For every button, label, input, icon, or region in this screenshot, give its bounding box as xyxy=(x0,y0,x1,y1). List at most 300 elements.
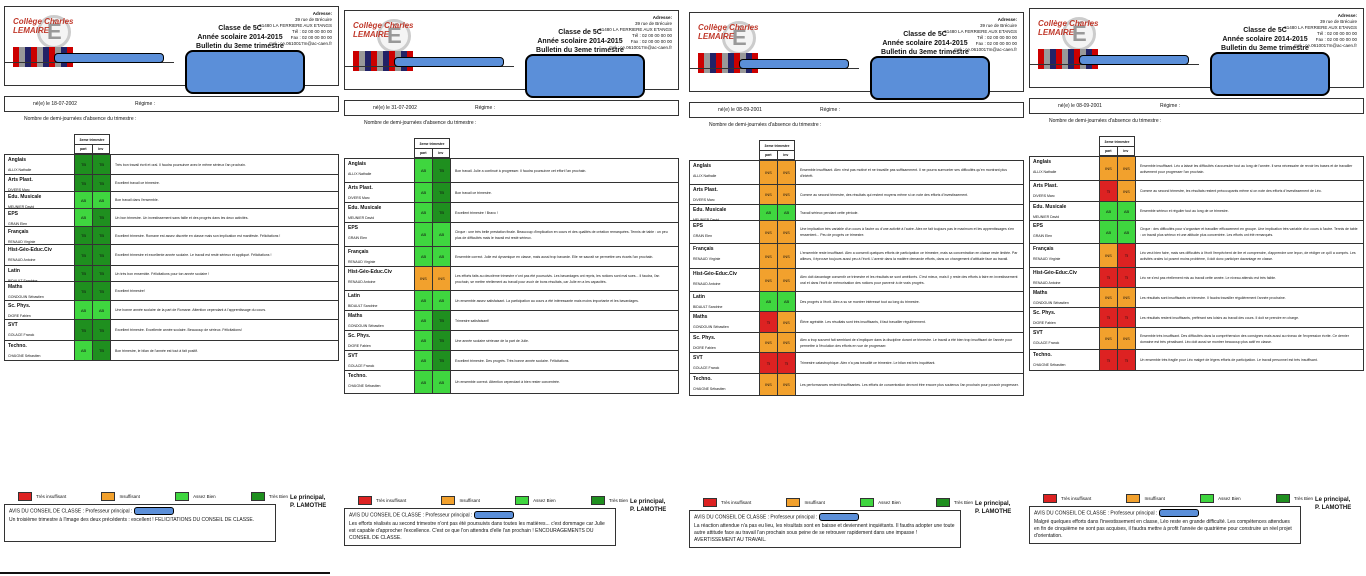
subject-name: Hist-Géo-Educ.Civ xyxy=(8,247,52,253)
subject-cell xyxy=(1030,350,1100,370)
subject-cell xyxy=(5,245,75,265)
council-header xyxy=(1034,509,1296,517)
investment-grade: INS xyxy=(778,374,796,395)
table-row xyxy=(690,353,1023,374)
teacher-name: MEUNIER David xyxy=(1033,215,1060,219)
table-row xyxy=(690,221,1023,244)
subject-name: Français xyxy=(693,246,714,252)
participation-grade: TB xyxy=(75,155,93,174)
redacted-teacher xyxy=(134,507,174,515)
regime-label: Régime : xyxy=(820,107,841,113)
legend xyxy=(1043,494,1313,503)
teacher-comment: L'ensemble reste insuffisant. Alex a consenti quelques efforts de participation ce trimestre, mais sa concentration en classe reste limitée. Par ailleurs, il éprouve toujours aussi peu à l'écrit. L'avenir dans la matière demande efforts, dans un changement d'attitude face au travail. xyxy=(800,251,1018,261)
subject-name: Techno. xyxy=(348,373,367,379)
teacher-name: ALLIX Nathalie xyxy=(1033,170,1057,174)
student-name-bar xyxy=(689,68,859,92)
subject-cell xyxy=(345,159,415,182)
legend-swatch xyxy=(358,496,372,505)
investment-grade: INS xyxy=(1118,288,1136,307)
regime-label: Régime : xyxy=(1160,103,1181,109)
investment-grade: AB xyxy=(93,192,111,208)
participation-grade: INS xyxy=(1100,157,1118,180)
table-row xyxy=(345,183,678,203)
teacher-comment: Léo veut bien faire, mais ses difficultés à l'écrit l'empêchent de lire et comprendre, d'apprendre une leçon, de rédiger ce qu'il a compris. Les activités orales lui posent moins problème, il doit donc participer davantage en classe. xyxy=(1140,250,1356,261)
teacher-name: MEUNIER David xyxy=(348,216,375,220)
council-label: AVIS DU CONSEIL DE CLASSE : xyxy=(1034,510,1110,517)
principal-signature xyxy=(975,500,1011,516)
subject-name: EPS xyxy=(693,223,704,229)
investment-grade: TB xyxy=(93,282,111,300)
absence-label: Nombre de demi-journées d'absence du trimestre : xyxy=(709,122,822,128)
legend-item xyxy=(251,492,288,501)
absence-label: Nombre de demi-journées d'absence du trimestre : xyxy=(1049,118,1162,124)
report-page xyxy=(685,6,1025,576)
subject-name: Anglais xyxy=(1033,159,1052,165)
subject-cell xyxy=(345,311,415,330)
report-page xyxy=(340,4,680,576)
legend-item xyxy=(786,498,824,507)
redacted-teacher xyxy=(474,511,514,519)
participation-grade: AB xyxy=(75,341,93,360)
teacher-comment: Les efforts faits au deuxième trimestre n'ont pas été poursuivis. Les bavardages ont repris, les notions sont mal sues... Il faudra, l'an prochain, se mettre réellement au travail pour avoir de bons résultats, car Julie en a les capacités. xyxy=(455,273,660,284)
title-line: Année scolaire 2014-2015 xyxy=(537,38,623,45)
legend-swatch xyxy=(515,496,529,505)
table-row xyxy=(1030,221,1363,244)
investment-grade: TB xyxy=(433,311,451,330)
principal-signature xyxy=(290,494,326,510)
table-row xyxy=(690,333,1023,353)
subject-name: Maths xyxy=(348,313,363,319)
legend-label: Insuffisant xyxy=(119,494,140,499)
teacher-name: GONDOUIN Sébastien xyxy=(693,325,729,329)
sign-line: P. LAMOTHE xyxy=(630,507,667,513)
table-row xyxy=(690,374,1023,395)
participation-grade: TB xyxy=(75,282,93,300)
investment-grade: INS xyxy=(778,244,796,268)
table-row xyxy=(690,292,1023,312)
teacher-comment: Excellent trimestre ! Bravo ! xyxy=(455,210,498,215)
teacher-name: DIVERS Marc xyxy=(8,188,30,192)
subject-cell xyxy=(5,282,75,300)
school-logo-text: Collège Charles LEMAIRE xyxy=(13,17,74,35)
sign-line: P. LAMOTHE xyxy=(1315,505,1352,511)
teacher-comment: Un ensemble très fragile pour Léo malgré de légers efforts de participation. Le travail personnel est très insuffisant. xyxy=(1140,358,1318,362)
subject-name: Techno. xyxy=(1033,352,1052,358)
table-row xyxy=(345,311,678,331)
table-row xyxy=(345,267,678,291)
participation-grade: TI xyxy=(1100,181,1118,201)
subject-name: Arts Plast. xyxy=(693,187,718,193)
table-row xyxy=(5,282,338,301)
principal-signature xyxy=(630,498,666,514)
col-part: part xyxy=(75,145,93,154)
subject-name: Edu. Musicale xyxy=(693,207,727,213)
subject-cell xyxy=(690,244,760,268)
investment-grade: TB xyxy=(433,183,451,202)
teacher-name: RENAUD Virginie xyxy=(8,240,36,244)
investment-grade: INS xyxy=(778,312,796,332)
participation-grade: AB xyxy=(760,292,778,311)
teacher-name: MEUNIER David xyxy=(8,205,35,209)
col-inv: inv xyxy=(438,151,444,155)
investment-grade: INS xyxy=(433,267,451,290)
legend-item xyxy=(175,492,216,501)
legend-swatch xyxy=(175,492,189,501)
teacher-comment: Un très bon ensemble. Félicitations pour ton année scolaire ! xyxy=(115,271,210,276)
participation-grade: TI xyxy=(1100,268,1118,287)
subject-cell xyxy=(1030,181,1100,201)
teacher-comment: Excellent trimestre. Excellente année scolaire. Beaucoup de sérieux. Félicitations! xyxy=(115,328,242,332)
title-line: Bulletin du 3eme trimestre xyxy=(536,47,624,54)
teacher-name: DIORE Fabien xyxy=(8,314,31,318)
teacher-comment: Ensemble très insuffisant. Des difficultés dans la compréhension des consignes mais aussi au niveau de l'expression écrite. Ce dernier domaine est très pénalisant. Léo doit aussi se montrer beaucoup plus actif en classe. xyxy=(1140,333,1349,344)
subject-name: Latin xyxy=(8,268,20,274)
subheader xyxy=(1100,147,1134,156)
teacher-name: GOLACE Franck xyxy=(1033,341,1060,345)
investment-grade: INS xyxy=(778,221,796,243)
participation-grade: INS xyxy=(760,333,778,352)
subject-cell xyxy=(345,331,415,350)
subject-cell xyxy=(690,269,760,291)
subject-cell xyxy=(345,183,415,202)
teacher-name: CHAIGNE Sébastien xyxy=(8,354,41,358)
subject-name: Sc. Phys. xyxy=(1033,310,1056,316)
subject-name: Français xyxy=(1033,246,1054,252)
report-page xyxy=(1025,2,1361,576)
council-opinion xyxy=(344,508,616,546)
school-logo: É Collège Charles LEMAIRE xyxy=(1036,15,1100,71)
table-row xyxy=(690,312,1023,333)
subject-cell xyxy=(5,341,75,360)
subject-cell xyxy=(1030,244,1100,267)
subject-name: EPS xyxy=(348,225,359,231)
table-row xyxy=(345,331,678,351)
birth-date: né(e) le 08-09-2001 xyxy=(718,107,762,113)
address-line: mel : ce.0610017m@ac-caen.fr xyxy=(269,41,332,46)
participation-grade: INS xyxy=(1100,244,1118,267)
teacher-comment: Un bon trimestre. Un investissement sans faille et des progrès dans les deux activités. xyxy=(115,215,249,220)
table-row xyxy=(345,247,678,267)
subject-name: Sc. Phys. xyxy=(8,303,31,309)
legend-label: Insuffisant xyxy=(459,498,480,503)
legend-swatch xyxy=(591,496,605,505)
teacher-comment: Comme au second trimestre, les résultats restent préoccupants même si on note des efforts d'investissement de Léo. xyxy=(1140,189,1322,193)
legend-swatch xyxy=(441,496,455,505)
subject-cell xyxy=(1030,268,1100,287)
subject-cell xyxy=(690,292,760,311)
participation-grade: AB xyxy=(1100,202,1118,220)
investment-grade: AB xyxy=(433,291,451,310)
legend-label: Très Bien xyxy=(953,500,973,505)
teacher-comment: Bon travail dans l'ensemble. xyxy=(115,198,159,202)
teacher-comment: Les résultats restent insuffisants, préférant ses loisirs au travail des cours. Il doit se prendre en charge. xyxy=(1140,315,1300,320)
investment-grade: INS xyxy=(1118,181,1136,201)
council-text: Malgré quelques efforts dans l'investissement en classe, Léo reste en grande difficulté. Les compétences attendues en fin de cinquième ne sont pas acquises, il faudra mettre à profit l'année de quatrième pour construire un réel projet d'orientation. xyxy=(1034,519,1292,540)
address-line: Fax : 02 00 00 00 00 xyxy=(630,39,672,44)
table-row xyxy=(5,341,338,360)
participation-grade: INS xyxy=(760,221,778,243)
council-text: Les efforts réalisés au second trimestre n'ont pas été poursuivis dans toutes les matières... c'est dommage car Julie est capable d'approcher l'excellence. C'est ce que l'on attendra d'elle l'an prochain ! ENCOURAGEMENTS DU CONSEIL DE CLASSE. xyxy=(349,521,605,542)
legend-label: Très insuffisant xyxy=(376,498,407,503)
teacher-comment: Ensemble sérieux et régulier tout au long de ce trimestre. xyxy=(1140,209,1229,213)
regime-label: Régime : xyxy=(475,105,496,111)
teacher-comment: Bon travail. Julie a continué à progresser. Il faudra poursuivre cet effort l'an prochain. xyxy=(455,168,587,173)
subheader xyxy=(415,149,449,158)
school-logo: É Collège Charles LEMAIRE xyxy=(351,17,415,73)
participation-grade: TB xyxy=(75,245,93,265)
investment-grade: AB xyxy=(1118,202,1136,220)
title-line: Bulletin du 3eme trimestre xyxy=(881,49,969,56)
header-group: 3eme trimestre xyxy=(760,141,794,151)
investment-grade: TB xyxy=(93,209,111,226)
investment-grade: TB xyxy=(433,203,451,222)
legend-swatch xyxy=(1276,494,1290,503)
investment-grade: TB xyxy=(433,351,451,370)
table-row xyxy=(345,371,678,393)
redacted-name xyxy=(1079,55,1189,65)
school-logo-text: Collège Charles LEMAIRE xyxy=(698,23,759,41)
title-line: Classe de 5C xyxy=(558,29,602,36)
teacher-name: GOLACE Franck xyxy=(693,366,720,370)
legend-label: Assez Bien xyxy=(533,498,556,503)
absence-label: Nombre de demi-journées d'absence du trimestre : xyxy=(24,116,137,122)
teacher-name: RENAUD Antoine xyxy=(8,258,36,262)
redacted-teacher xyxy=(1159,509,1199,517)
teacher-name: RENAUD Antoine xyxy=(693,282,721,286)
subject-name: Anglais xyxy=(8,157,27,163)
legend-swatch xyxy=(1200,494,1214,503)
table-row xyxy=(5,227,338,245)
column-header xyxy=(759,140,795,160)
participation-grade: INS xyxy=(415,267,433,290)
teacher-comment: Excellent travail ce trimestre. xyxy=(115,181,160,185)
teacher-comment: Bon travail ce trimestre. xyxy=(455,190,492,195)
teacher-comment: Une bonne année scolaire de la part de Romane. Attention cependant à l'apprentissage du cours. xyxy=(115,308,267,312)
address-line: 61480 LA FERRIERE AUX ETANGS xyxy=(944,29,1017,34)
teacher-name: RENAUD Antoine xyxy=(348,280,376,284)
address-line: mel : ce.0610017m@ac-caen.fr xyxy=(609,45,672,50)
teacher-name: GRAIN Elen xyxy=(8,222,28,226)
legend-item xyxy=(1043,494,1091,503)
council-text: La réaction attendue n'a pas eu lieu, les résultats sont en baisse et deviennent inquiétants. Il faudra adopter une toute autre attitude face au travail l'an prochain sous peine de se retrouver rapidement dans une impasse ! AVERTISSEMENT AU TRAVAIL. xyxy=(694,523,955,544)
participation-grade: AB xyxy=(415,351,433,370)
teacher-name: RENAUD Virginie xyxy=(348,260,376,264)
table-row xyxy=(5,209,338,227)
teacher-name: RENAUD Virginie xyxy=(693,257,721,261)
teacher-name: GRAIN Elen xyxy=(348,236,368,240)
teacher-name: GRAIN Elen xyxy=(693,234,713,238)
council-opinion xyxy=(4,504,276,542)
subject-cell xyxy=(1030,202,1100,220)
table-row xyxy=(690,161,1023,185)
subject-cell xyxy=(5,227,75,244)
teacher-comment: Une année scolaire sérieuse de la part de Julie. xyxy=(455,338,529,343)
participation-grade: TB xyxy=(75,227,93,244)
subject-name: Hist-Géo-Educ.Civ xyxy=(1033,270,1077,276)
teacher-comment: Alex doit davantage consentir ce trimestre et les résultats se sont améliorés. C'est mieux, mais il y reste des efforts à faire en investissement oral et dans l'écrit de mémorisation des notions pour parvenir à de vrais progrès. xyxy=(800,275,1018,285)
investment-grade: TB xyxy=(93,341,111,360)
student-name-bar xyxy=(344,66,514,90)
title-line: Bulletin du 3eme trimestre xyxy=(1221,45,1309,52)
subject-cell xyxy=(690,312,760,332)
legend-label: Très Bien xyxy=(268,494,288,499)
investment-grade: AB xyxy=(778,292,796,311)
subject-name: Techno. xyxy=(8,343,27,349)
investment-grade: TI xyxy=(1118,308,1136,327)
participation-grade: TB xyxy=(75,266,93,281)
participation-grade: TB xyxy=(75,320,93,340)
table-row xyxy=(5,245,338,266)
table-row xyxy=(1030,202,1363,221)
title-line: Bulletin du 3eme trimestre xyxy=(196,43,284,50)
table-row xyxy=(1030,157,1363,181)
column-header xyxy=(1099,136,1135,156)
teacher-comment: Excellent trimestre! xyxy=(115,289,145,293)
school-logo-text: Collège Charles LEMAIRE xyxy=(353,21,414,39)
investment-grade: TI xyxy=(1118,350,1136,370)
teacher-comment: Très bon travail écrit et oral. Il faudra poursuivre avec le même sérieux l'an prochain. xyxy=(115,162,246,167)
teacher-comment: Les résultats sont insuffisants ce trimestre. Il faudra travailler régulièrement l'année prochaine. xyxy=(1140,295,1286,300)
council-header xyxy=(9,507,271,515)
council-label: AVIS DU CONSEIL DE CLASSE : xyxy=(9,508,85,515)
subject-cell xyxy=(1030,308,1100,327)
sign-line: P. LAMOTHE xyxy=(290,503,327,509)
subject-name: Edu. Musicale xyxy=(8,194,42,200)
subject-cell xyxy=(345,203,415,222)
participation-grade: AB xyxy=(415,203,433,222)
participation-grade: AB xyxy=(415,247,433,266)
teacher-comment: Ensemble insuffisant. Léo a laissé les difficultés s'accumuler tout au long de l'année. Il sera nécessaire de revoir les bases et de travailler activement pour progresser l'an prochain. xyxy=(1140,163,1353,174)
teacher-name: GOLACE Franck xyxy=(348,364,375,368)
investment-grade: TB xyxy=(93,320,111,340)
council-label: AVIS DU CONSEIL DE CLASSE : xyxy=(694,514,770,521)
subheader xyxy=(75,145,109,154)
participation-grade: AB xyxy=(415,183,433,202)
table-row xyxy=(5,320,338,341)
legend-item xyxy=(515,496,556,505)
subject-cell xyxy=(690,333,760,352)
legend-item xyxy=(101,492,139,501)
participation-grade: TI xyxy=(760,353,778,373)
report-page xyxy=(0,0,340,576)
birth-date: né(e) le 31-07-2002 xyxy=(373,105,417,111)
birth-row xyxy=(689,102,1024,118)
subject-name: Hist-Géo-Educ.Civ xyxy=(348,269,392,275)
col-part: part xyxy=(760,151,778,160)
report-title xyxy=(180,24,300,51)
subject-name: Latin xyxy=(693,294,705,300)
investment-grade: TB xyxy=(433,159,451,182)
teacher-name: GONDOUIN Sébastien xyxy=(8,295,44,299)
col-part: part xyxy=(415,149,433,158)
legend-item xyxy=(1276,494,1313,503)
subject-cell xyxy=(1030,221,1100,243)
sign-line: Le principal, xyxy=(290,495,326,501)
subject-name: Techno. xyxy=(693,376,712,382)
teacher-name: ALLIX Nathalie xyxy=(348,172,372,176)
legend-swatch xyxy=(251,492,265,501)
participation-grade: AB xyxy=(1100,221,1118,243)
title-line: Classe de 5C xyxy=(903,31,947,38)
teacher-name: RENAUD Virginie xyxy=(1033,257,1061,261)
teacher-comment: Trimestre catastrophique. Alex n'a pas travaillé ce trimestre. Le bilan est très inquiétant. xyxy=(800,361,936,365)
investment-grade: INS xyxy=(778,333,796,352)
student-name-bar xyxy=(1029,64,1199,88)
subject-cell xyxy=(1030,288,1100,307)
legend xyxy=(703,498,973,507)
participation-grade: AB xyxy=(415,291,433,310)
participation-grade: AB xyxy=(415,331,433,350)
investment-grade: AB xyxy=(778,205,796,220)
teacher-comment: Cirque : une très belle prestation finale. Beaucoup d'implication en cours et des qualités de création remarquées. Tennis de table : un peu plus de difficultés mais le travail est resté sérieux. xyxy=(455,229,668,240)
legend xyxy=(18,492,288,501)
address-line: Fax : 02 00 00 00 00 xyxy=(975,41,1017,46)
participation-grade: INS xyxy=(1100,288,1118,307)
school-logo-text: Collège Charles LEMAIRE xyxy=(1038,19,1099,37)
address-line: Fax : 02 00 00 00 00 xyxy=(1315,37,1357,42)
legend-label: Très Bien xyxy=(1293,496,1313,501)
table-row xyxy=(690,269,1023,292)
subject-cell xyxy=(5,155,75,174)
birth-row xyxy=(4,96,339,112)
address-line: Tél : 02 00 00 00 00 xyxy=(291,29,332,34)
address-line: Adresse: xyxy=(1337,13,1357,18)
participation-grade: AB xyxy=(415,371,433,393)
subject-name: SVT xyxy=(693,355,703,361)
subject-name: Maths xyxy=(8,284,23,290)
teacher-name: RENAUD Antoine xyxy=(1033,281,1061,285)
subject-cell xyxy=(345,291,415,310)
table-row xyxy=(5,175,338,192)
grades-table xyxy=(1029,156,1364,371)
participation-grade: INS xyxy=(760,185,778,204)
table-row xyxy=(1030,328,1363,350)
participation-grade: AB xyxy=(415,159,433,182)
investment-grade: TB xyxy=(433,331,451,350)
teacher-name: DIORE Fabien xyxy=(1033,321,1056,325)
participation-grade: INS xyxy=(760,374,778,395)
table-row xyxy=(1030,288,1363,308)
subject-name: Arts Plast. xyxy=(8,177,33,183)
legend-item xyxy=(1126,494,1164,503)
legend-swatch xyxy=(936,498,950,507)
subject-name: Anglais xyxy=(693,163,712,169)
address-line: 61480 LA FERRIERE AUX ETANGS xyxy=(1284,25,1357,30)
col-inv: inv xyxy=(1123,149,1129,153)
investment-grade: TB xyxy=(93,227,111,244)
legend-label: Assez Bien xyxy=(193,494,216,499)
teacher-name: DIORE Fabien xyxy=(693,346,716,350)
teacher-name: ALLIX Nathalie xyxy=(693,174,717,178)
subject-cell xyxy=(690,353,760,373)
subject-cell xyxy=(5,175,75,191)
subject-name: Français xyxy=(348,249,369,255)
subject-cell xyxy=(690,374,760,395)
grades-table xyxy=(689,160,1024,396)
sign-line: Le principal, xyxy=(975,501,1011,507)
investment-grade: AB xyxy=(433,371,451,393)
subject-cell xyxy=(5,209,75,226)
address-line: 39 rue de Brécuire xyxy=(1319,19,1357,24)
legend-swatch xyxy=(786,498,800,507)
redacted-block xyxy=(1210,52,1330,96)
table-row xyxy=(5,155,338,175)
grades-table xyxy=(344,158,679,394)
address-line: 39 rue de Brécuire xyxy=(634,21,672,26)
address-line: 61480 LA FERRIERE AUX ETANGS xyxy=(599,27,672,32)
participation-grade: TB xyxy=(75,175,93,191)
header-group: 3eme trimestre xyxy=(1100,137,1134,147)
